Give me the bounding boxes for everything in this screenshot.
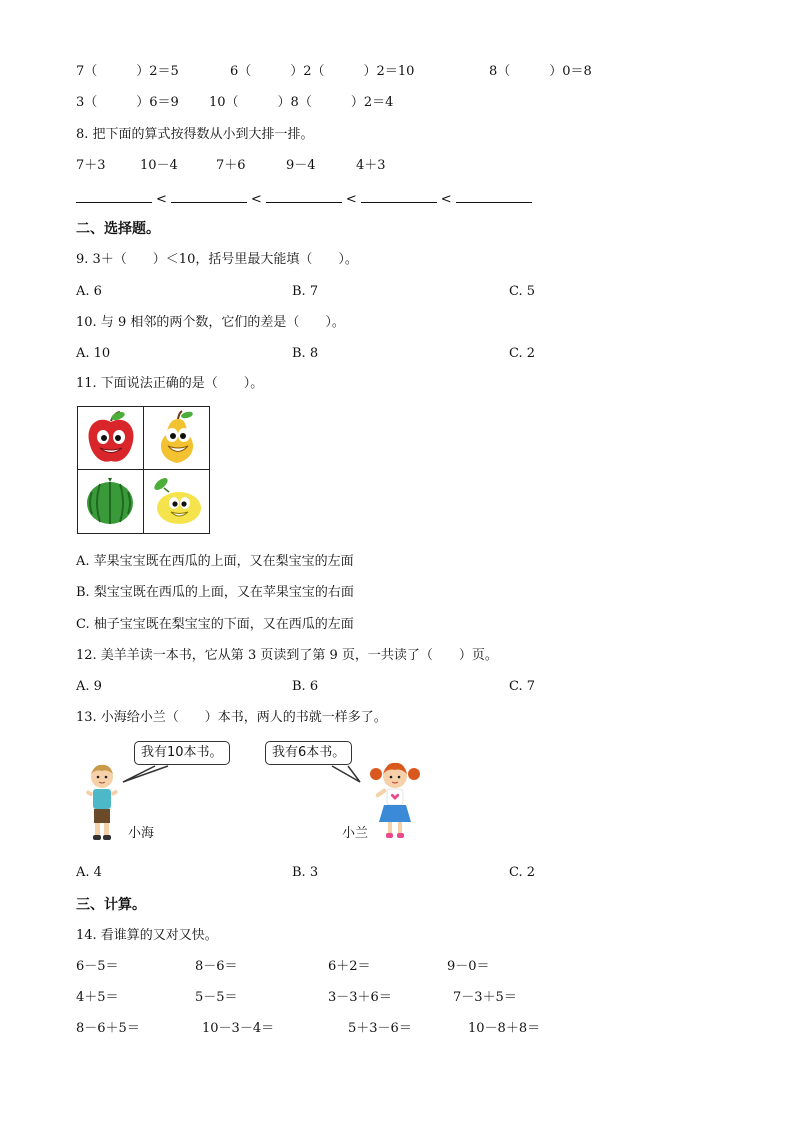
apple-icon <box>78 407 144 470</box>
q12-option-c[interactable]: C. 7 <box>509 679 536 694</box>
q10-option-b[interactable]: B. 8 <box>292 346 319 361</box>
q8-expr: 7＋3 <box>76 158 106 173</box>
answer-blank[interactable] <box>266 190 342 203</box>
q9-option-a[interactable]: A. 6 <box>76 284 102 299</box>
q12-option-a[interactable]: A. 9 <box>76 679 102 694</box>
q8-expr: 7＋6 <box>216 158 246 173</box>
answer-blank[interactable] <box>171 190 247 203</box>
pear-icon <box>144 407 210 470</box>
name-boy: 小海 <box>128 826 155 841</box>
q13-option-a[interactable]: A. 4 <box>76 865 102 880</box>
answer-blank[interactable] <box>361 190 437 203</box>
q13-option-c[interactable]: C. 2 <box>509 865 536 880</box>
q9-title: 9. 3＋（ ）＜10，括号里最大能填（ ）。 <box>76 252 358 267</box>
q11-option-a[interactable]: A. 苹果宝宝既在西瓜的上面，又在梨宝宝的左面 <box>76 554 354 569</box>
answer-blank[interactable] <box>456 190 532 203</box>
q11-option-b[interactable]: B. 梨宝宝既在西瓜的上面，又在苹果宝宝的右面 <box>76 585 354 600</box>
q8-expr: 10－4 <box>140 158 178 173</box>
watermelon-icon <box>78 470 144 533</box>
calc-item: 10－8＋8＝ <box>468 1021 541 1036</box>
calc-item: 3－3＋6＝ <box>328 990 392 1005</box>
boy-figure-icon <box>77 762 127 844</box>
calc-item: 8－6＋5＝ <box>76 1021 140 1036</box>
pomelo-icon <box>144 470 210 533</box>
calc-item: 9－0＝ <box>447 959 490 974</box>
q7-item-2: 6（ ）2（ ）2＝10 <box>230 64 415 79</box>
q9-option-b[interactable]: B. 7 <box>292 284 319 299</box>
q11-option-c[interactable]: C. 柚子宝宝既在梨宝宝的下面，又在西瓜的左面 <box>76 617 354 632</box>
q8-ordering-blanks: < < < < <box>76 190 532 208</box>
name-girl: 小兰 <box>342 826 369 841</box>
q8-expr: 4＋3 <box>356 158 386 173</box>
q7-item-1: 7（ ）2＝5 <box>76 64 179 79</box>
q9-option-c[interactable]: C. 5 <box>509 284 536 299</box>
section-heading: 三、计算。 <box>76 897 146 913</box>
q10-title: 10. 与 9 相邻的两个数，它们的差是（ ）。 <box>76 315 345 330</box>
grid-cell-pear <box>144 407 210 470</box>
grid-cell-watermelon <box>78 470 144 533</box>
q12-title: 12. 美羊羊读一本书，它从第 3 页读到了第 9 页，一共读了（ ）页。 <box>76 648 498 663</box>
answer-blank[interactable] <box>76 190 152 203</box>
speech-bubble-boy: 我有10本书。 <box>134 741 230 765</box>
q7-item-4: 3（ ）6＝9 <box>76 95 179 110</box>
q7-item-5: 10（ ）8（ ）2＝4 <box>209 95 394 110</box>
grid-cell-pomelo <box>144 470 210 533</box>
calc-item: 5－5＝ <box>195 990 238 1005</box>
calc-item: 8－6＝ <box>195 959 238 974</box>
q13-title: 13. 小海给小兰（ ）本书，两人的书就一样多了。 <box>76 710 387 725</box>
speech-bubble-girl: 我有6本书。 <box>265 741 352 765</box>
q14-title: 14. 看谁算的又对又快。 <box>76 928 218 943</box>
fruit-grid <box>77 406 210 534</box>
q10-option-a[interactable]: A. 10 <box>76 346 111 361</box>
calc-item: 7－3＋5＝ <box>453 990 517 1005</box>
calc-item: 6－5＝ <box>76 959 119 974</box>
q11-title: 11. 下面说法正确的是（ ）。 <box>76 376 264 391</box>
q10-option-c[interactable]: C. 2 <box>509 346 536 361</box>
grid-cell-apple <box>78 407 144 470</box>
section-heading: 二、选择题。 <box>76 221 160 237</box>
calc-item: 4＋5＝ <box>76 990 119 1005</box>
q12-option-b[interactable]: B. 6 <box>292 679 319 694</box>
q8-title: 8. 把下面的算式按得数从小到大排一排。 <box>76 127 314 142</box>
calc-item: 5＋3－6＝ <box>348 1021 412 1036</box>
q7-item-3: 8（ ）0＝8 <box>489 64 592 79</box>
calc-item: 6＋2＝ <box>328 959 371 974</box>
q13-option-b[interactable]: B. 3 <box>292 865 319 880</box>
girl-figure-icon <box>367 760 423 842</box>
q8-expr: 9－4 <box>286 158 316 173</box>
calc-item: 10－3－4＝ <box>202 1021 275 1036</box>
